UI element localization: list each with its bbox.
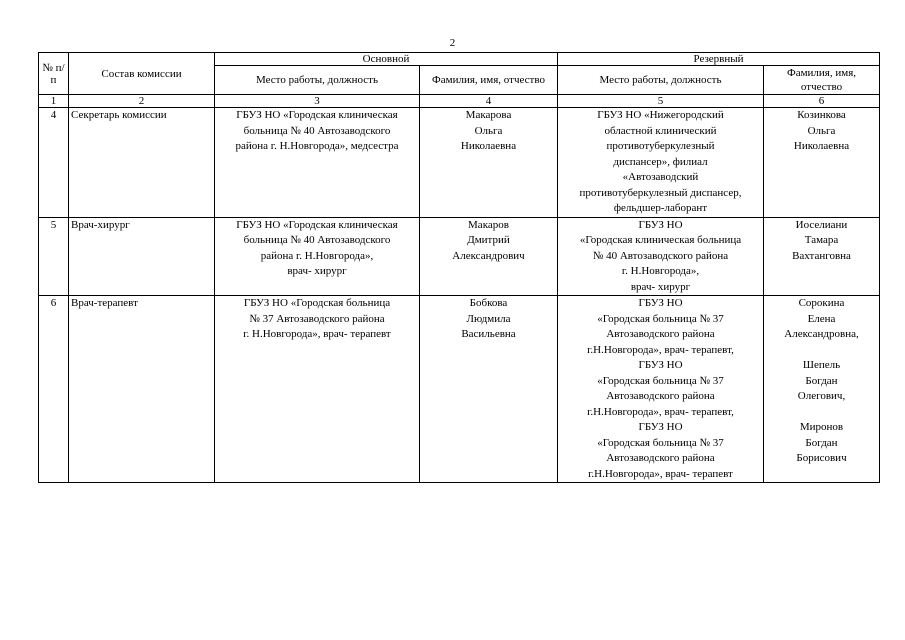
reserve-workplace-cell-line: Автозаводского района <box>606 452 715 464</box>
reserve-name-cell-line <box>766 405 877 421</box>
reserve-workplace-cell-line: «Городская больница № 37 <box>597 436 724 449</box>
main-name-cell <box>420 217 558 296</box>
reserve-name-cell-line: Сорокина <box>798 297 845 309</box>
reserve-workplace-cell-line: г.Н.Новгорода», врач- терапевт, <box>587 343 734 356</box>
column-number: 1 <box>39 95 69 108</box>
row-number: 6 <box>39 296 69 483</box>
main-name-cell-line: Макарова <box>465 109 512 121</box>
row-number: 5 <box>39 217 69 296</box>
column-number: 5 <box>558 95 764 108</box>
reserve-workplace-cell-line: г.Н.Новгорода», врач- терапевт <box>588 467 733 480</box>
reserve-workplace-cell-line: ГБУЗ НО <box>638 297 683 309</box>
header-main-workplace: Место работы, должность <box>215 66 420 95</box>
column-number: 3 <box>215 95 420 108</box>
reserve-workplace-cell-line: областной клинический <box>604 124 717 137</box>
main-workplace-cell-line: ГБУЗ НО «Городская больница <box>243 297 391 309</box>
main-workplace-cell-line: г. Н.Новгорода», врач- терапевт <box>243 328 391 340</box>
main-workplace-cell-line: района г. Н.Новгорода», <box>260 249 374 262</box>
reserve-workplace-cell-line: «Городская больница № 37 <box>597 374 724 387</box>
main-name-cell-line: Людмила <box>466 312 511 325</box>
reserve-workplace-cell-line: врач- хирург <box>630 280 691 293</box>
page-number: 2 <box>449 37 456 49</box>
reserve-workplace-cell-line: «Автозаводский <box>622 171 699 183</box>
main-name-cell-line: Дмитрий <box>467 234 510 246</box>
reserve-workplace-cell-line: ГБУЗ НО <box>638 218 683 231</box>
reserve-name-cell-line: Вахтанговна <box>792 249 851 262</box>
main-workplace-cell-line: ГБУЗ НО «Городская клиническая <box>236 218 398 231</box>
main-name-cell-line: Ольга <box>474 124 503 137</box>
reserve-name-cell <box>764 217 880 296</box>
role-cell: Врач-терапевт <box>69 296 215 483</box>
main-name-cell <box>420 108 558 218</box>
reserve-workplace-cell-line: Автозаводского района <box>606 328 715 340</box>
role-cell: Секретарь комиссии <box>69 108 215 218</box>
reserve-name-cell-line: Николаевна <box>793 140 850 152</box>
main-workplace-cell-line: врач- хирург <box>287 265 347 277</box>
reserve-workplace-cell-line: г.Н.Новгорода», врач- терапевт, <box>587 405 734 418</box>
main-workplace-cell-line: ГБУЗ НО «Городская клиническая <box>236 109 398 121</box>
reserve-name-cell <box>764 108 880 218</box>
reserve-name-cell-line: Борисович <box>796 452 847 464</box>
main-name-cell-line: Васильевна <box>461 328 516 340</box>
reserve-name-cell-line: Елена <box>807 312 836 325</box>
reserve-workplace-cell-line: противотуберкулезный диспансер, <box>579 186 742 199</box>
reserve-workplace-cell-line: противотуберкулезный <box>606 140 715 152</box>
reserve-name-cell-line: Александровна, <box>784 328 859 340</box>
main-name-cell-line: Николаевна <box>460 140 517 152</box>
header-num: № п/п <box>39 53 69 95</box>
column-number: 6 <box>764 95 880 108</box>
reserve-name-cell-line: Ольга <box>807 124 836 137</box>
main-name-cell-line: Бобкова <box>469 297 508 309</box>
main-workplace-cell <box>215 296 420 483</box>
reserve-workplace-cell-line: ГБУЗ НО <box>638 421 683 433</box>
main-workplace-cell <box>215 217 420 296</box>
header-reserve-fullname: Фамилия, имя, отчество <box>764 66 880 95</box>
column-number: 2 <box>69 95 215 108</box>
header-composition: Состав комиссии <box>69 53 215 95</box>
reserve-name-cell-line <box>766 343 877 359</box>
reserve-workplace-cell-line: ГБУЗ НО <box>638 359 683 371</box>
main-workplace-cell-line: района г. Н.Новгорода», медсестра <box>235 140 399 152</box>
reserve-name-cell-line: Олегович, <box>797 390 846 402</box>
commission-table <box>38 52 880 483</box>
reserve-name-cell-line: Шепель <box>802 359 841 371</box>
reserve-name-cell <box>764 296 880 483</box>
reserve-name-cell-line: Тамара <box>804 234 839 246</box>
reserve-workplace-cell <box>558 296 764 483</box>
reserve-workplace-cell-line: фельдшер-лаборант <box>613 202 708 214</box>
role-cell: Врач-хирург <box>69 217 215 296</box>
reserve-workplace-cell-line: г. Н.Новгорода», <box>621 265 700 277</box>
reserve-workplace-cell-line: ГБУЗ НО «Нижегородский <box>597 109 724 121</box>
main-name-cell <box>420 296 558 483</box>
row-number: 4 <box>39 108 69 218</box>
reserve-workplace-cell-line: «Городская больница № 37 <box>597 312 724 325</box>
header-reserve: Резервный <box>558 53 880 66</box>
main-workplace-cell-line: № 37 Автозаводского района <box>249 312 385 325</box>
main-workplace-cell-line: больница № 40 Автозаводского <box>243 234 391 246</box>
reserve-workplace-cell-line: № 40 Автозаводского района <box>592 249 729 262</box>
reserve-name-cell-line: Козинкова <box>797 109 846 121</box>
reserve-workplace-cell-line: Автозаводского района <box>606 390 715 402</box>
main-name-cell-line: Александрович <box>452 249 525 262</box>
table-row <box>39 296 880 483</box>
column-number: 4 <box>420 95 558 108</box>
column-number-row <box>39 95 880 108</box>
reserve-name-cell-line: Иоселиани <box>795 218 848 231</box>
header-main-fullname: Фамилия, имя, отчество <box>420 66 558 95</box>
main-workplace-cell-line: больница № 40 Автозаводского <box>243 124 391 137</box>
header-reserve-workplace: Место работы, должность <box>558 66 764 95</box>
table-row <box>39 108 880 218</box>
main-name-cell-line: Макаров <box>468 218 509 231</box>
reserve-workplace-cell <box>558 108 764 218</box>
reserve-name-cell-line: Миронов <box>799 421 844 433</box>
reserve-workplace-cell <box>558 217 764 296</box>
reserve-workplace-cell-line: диспансер», филиал <box>613 155 708 168</box>
table-row <box>39 217 880 296</box>
header-main: Основной <box>215 53 558 66</box>
reserve-name-cell-line: Богдан <box>805 374 838 387</box>
main-workplace-cell <box>215 108 420 218</box>
reserve-name-cell-line: Богдан <box>805 436 838 449</box>
reserve-workplace-cell-line: «Городская клиническая больница <box>579 234 742 246</box>
